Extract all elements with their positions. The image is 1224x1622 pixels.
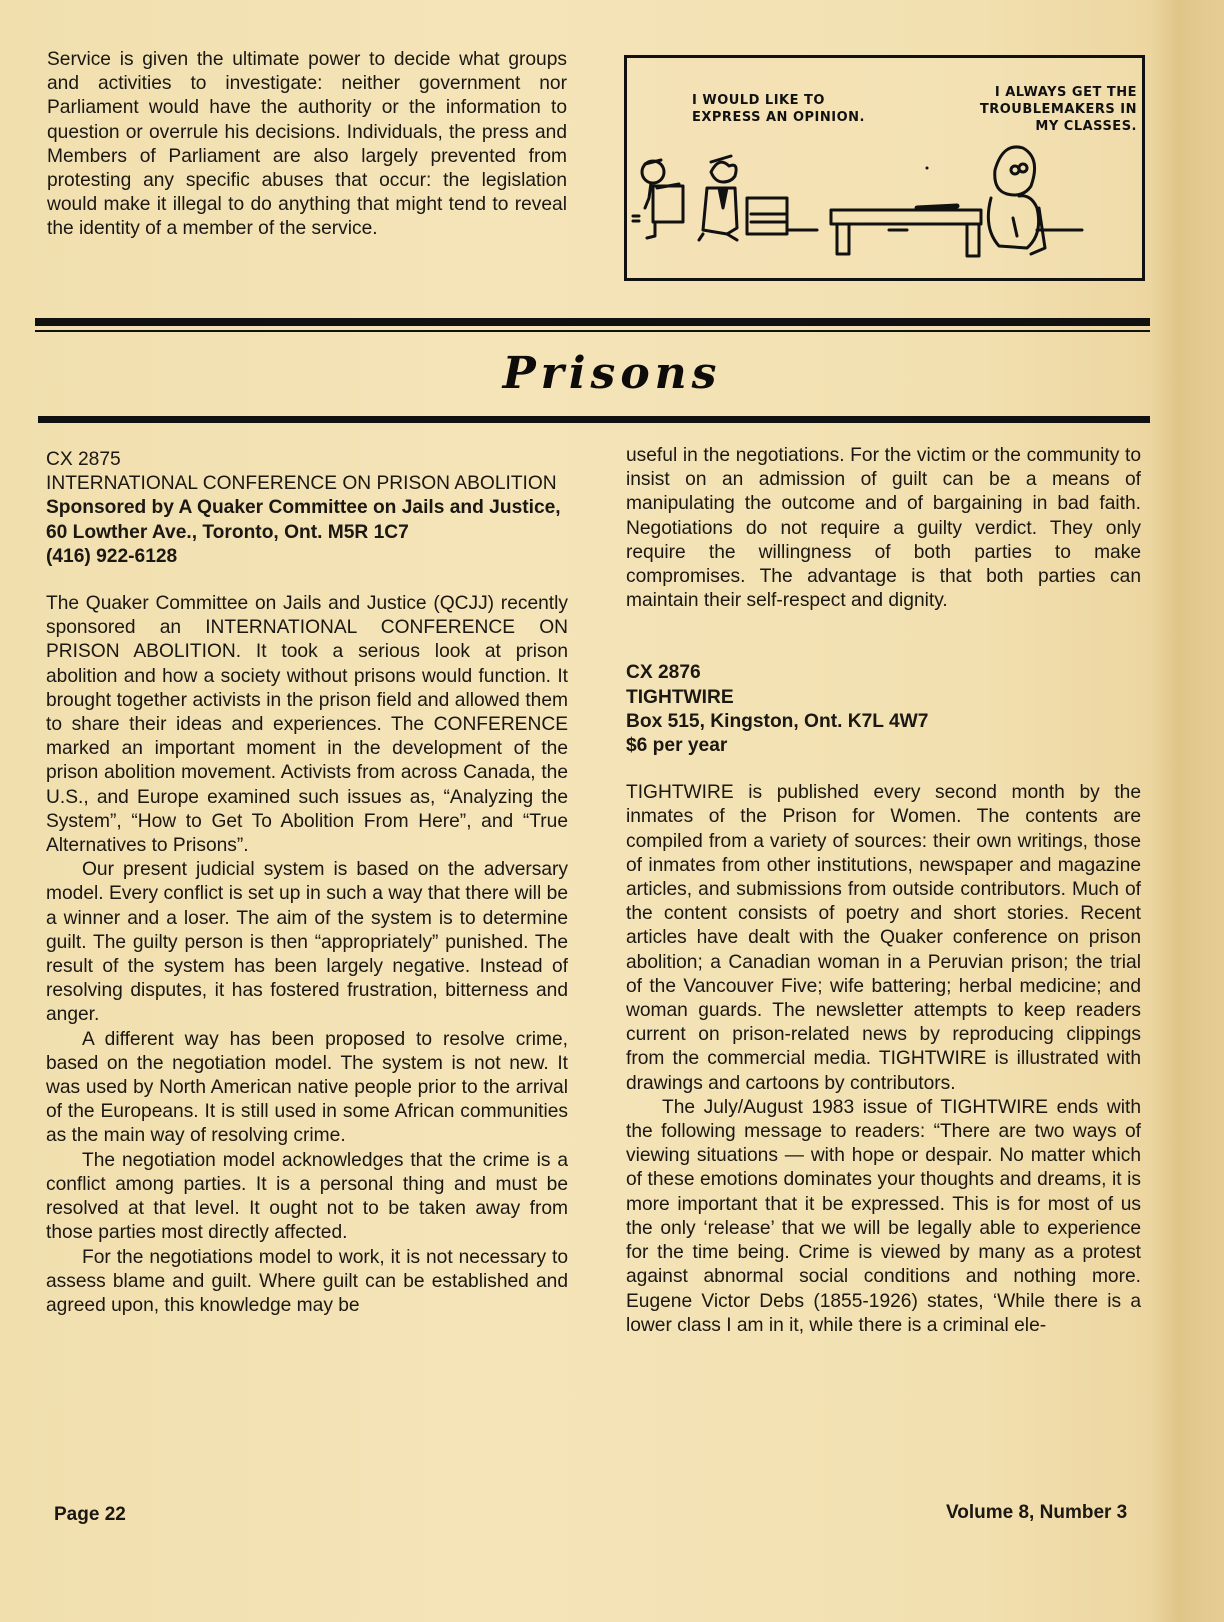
desk-icon bbox=[747, 198, 787, 234]
ink-dot bbox=[926, 167, 929, 170]
entry-code: CX 2875 bbox=[46, 449, 121, 470]
entry-header-cx2876 bbox=[626, 661, 1141, 758]
entry-paragraph-continued: useful in the negotiations. For the victim or the community to insist on an admission of guilt can be a means of manipulating the outcome and of bargaining in bad faith. Negotiations do not require a guilty verdict. They only require the willingness of both parties to make compromises. The advantage is that both parties can maintain their self-respect and dignity. bbox=[626, 445, 1141, 612]
entry-address: 60 Lowther Ave., Toronto, Ont. M5R 1C7 bbox=[46, 521, 409, 543]
page-number: Page 22 bbox=[54, 1504, 126, 1525]
entry-paragraph: For the negotiations model to work, it is not necessary to assess blame and guilt. Where guilt can be established and agreed upon, this knowledge may be bbox=[46, 1246, 568, 1316]
previous-article-continuation bbox=[47, 48, 567, 242]
entry-paragraph: TIGHTWIRE is published every second month by the inmates of the Prison for Women. The contents are compiled from a variety of sources: their own writings, those of inmates from other institutions, newspaper and magazine articles, and submissions from outside contributors. Much of the content consists of poetry and short stories. Recent articles have dealt with the Quaker conference on prison abolition; a Canadian woman in a Peruvian prison; the trial of the Vancouver Five; wife battering; herbal medicine; and woman guards. The newsletter attempts to keep readers current on prison-related news by reproducing clippings from the commercial media. TIGHTWIRE is illustrated with drawings and cartoons by contributors. bbox=[626, 782, 1141, 1094]
entry-title: TIGHTWIRE bbox=[626, 686, 734, 708]
entry-address: Box 515, Kingston, Ont. K7L 4W7 bbox=[626, 710, 929, 732]
continuation-paragraph: Service is given the ultimate power to decide what groups and activities to investigate: neither government nor Parliament would have the authority or the information to question or overrule his decisions. Individuals, the press and Members of Parliament are also largely prevented from protesting any specific abuses that occur: the legislation would make it illegal to do anything that might tend to reveal the identity of a member of the service. bbox=[47, 49, 567, 240]
entry-paragraph: The negotiation model acknowledges that the crime is a conflict among parties. It is a personal thing and must be resolved at that level. It ought not to be taken away from those parties most directly affected. bbox=[46, 1149, 568, 1244]
student-figure-icon bbox=[633, 160, 683, 238]
entry-paragraph: The Quaker Committee on Jails and Justice (QCJJ) recently sponsored an INTERNATIONAL CONFERENCE ON PRISON ABOLITION. It took a serious look at prison abolition and how a society without prisons would function. It brought together activists in the prison field and allowed them to share their ideas and experiences. The CONFERENCE marked an important moment in the development of the prison abolition movement. Activists from across Canada, the U.S., and Europe examined such issues as, “Analyzing the System”, “How to Get To Abolition From Here”, and “True Alternatives to Prisons”. bbox=[46, 593, 568, 857]
section-rule-thin bbox=[35, 330, 1150, 332]
entry-paragraph: Our present judicial system is based on the adversary model. Every conflict is set up in such a way that there will be a winner and a loser. The aim of the system is to determine guilt. The guilty person is then “appropriately” punished. The result of the system has been largely negative. Instead of resolving disputes, it has fostered frustration, bitterness and anger. bbox=[46, 859, 568, 1026]
issue-label: Volume 8, Number 3 bbox=[946, 1502, 1128, 1523]
entry-price: $6 per year bbox=[626, 735, 728, 757]
speaking-man-figure-icon bbox=[699, 156, 737, 240]
page-edge-shadow bbox=[1148, 0, 1224, 1622]
teacher-figure-icon bbox=[988, 147, 1045, 254]
section-rule-thick bbox=[35, 318, 1150, 326]
entry-header-cx2875 bbox=[46, 448, 568, 569]
entry-phone: (416) 922-6128 bbox=[46, 545, 178, 567]
entry-paragraph: A different way has been proposed to resolve crime, based on the negotiation model. The system is not new. It was used by North American native people prior to the arrival of the Europeans. It is still used in some African communities as the main way of resolving crime. bbox=[46, 1028, 568, 1147]
cartoon-speech-left: I WOULD LIKE TO EXPRESS AN OPINION. bbox=[692, 93, 865, 125]
entry-title: INTERNATIONAL CONFERENCE ON PRISON ABOLITION bbox=[46, 473, 557, 495]
entry-sponsor: Sponsored by A Quaker Committee on Jails and Justice, bbox=[46, 497, 561, 519]
section-title: Prisons bbox=[502, 348, 722, 399]
cartoon-illustration bbox=[624, 55, 1145, 281]
entry-code: CX 2876 bbox=[626, 662, 701, 684]
section-rule-bottom bbox=[38, 416, 1150, 423]
right-column bbox=[626, 444, 1141, 1338]
cartoon-speech-right: I ALWAYS GET THE TROUBLEMAKERS IN MY CLASSES. bbox=[979, 85, 1137, 134]
left-column bbox=[46, 448, 568, 1318]
entry-paragraph: The July/August 1983 issue of TIGHTWIRE ends with the following message to readers: “There are two ways of viewing situations — with hope or despair. No matter which of these emotions dominates your thoughts and dreams, it is more important that it be expressed. This is for most of us the only ‘release’ that we will be legally able to experience for the time being. Crime is viewed by many as a protest against abnormal social conditions and nothing more. Eugene Victor Debs (1855-1926) states, ‘While there is a lower class I am in it, while there is a criminal ele- bbox=[626, 1096, 1141, 1336]
